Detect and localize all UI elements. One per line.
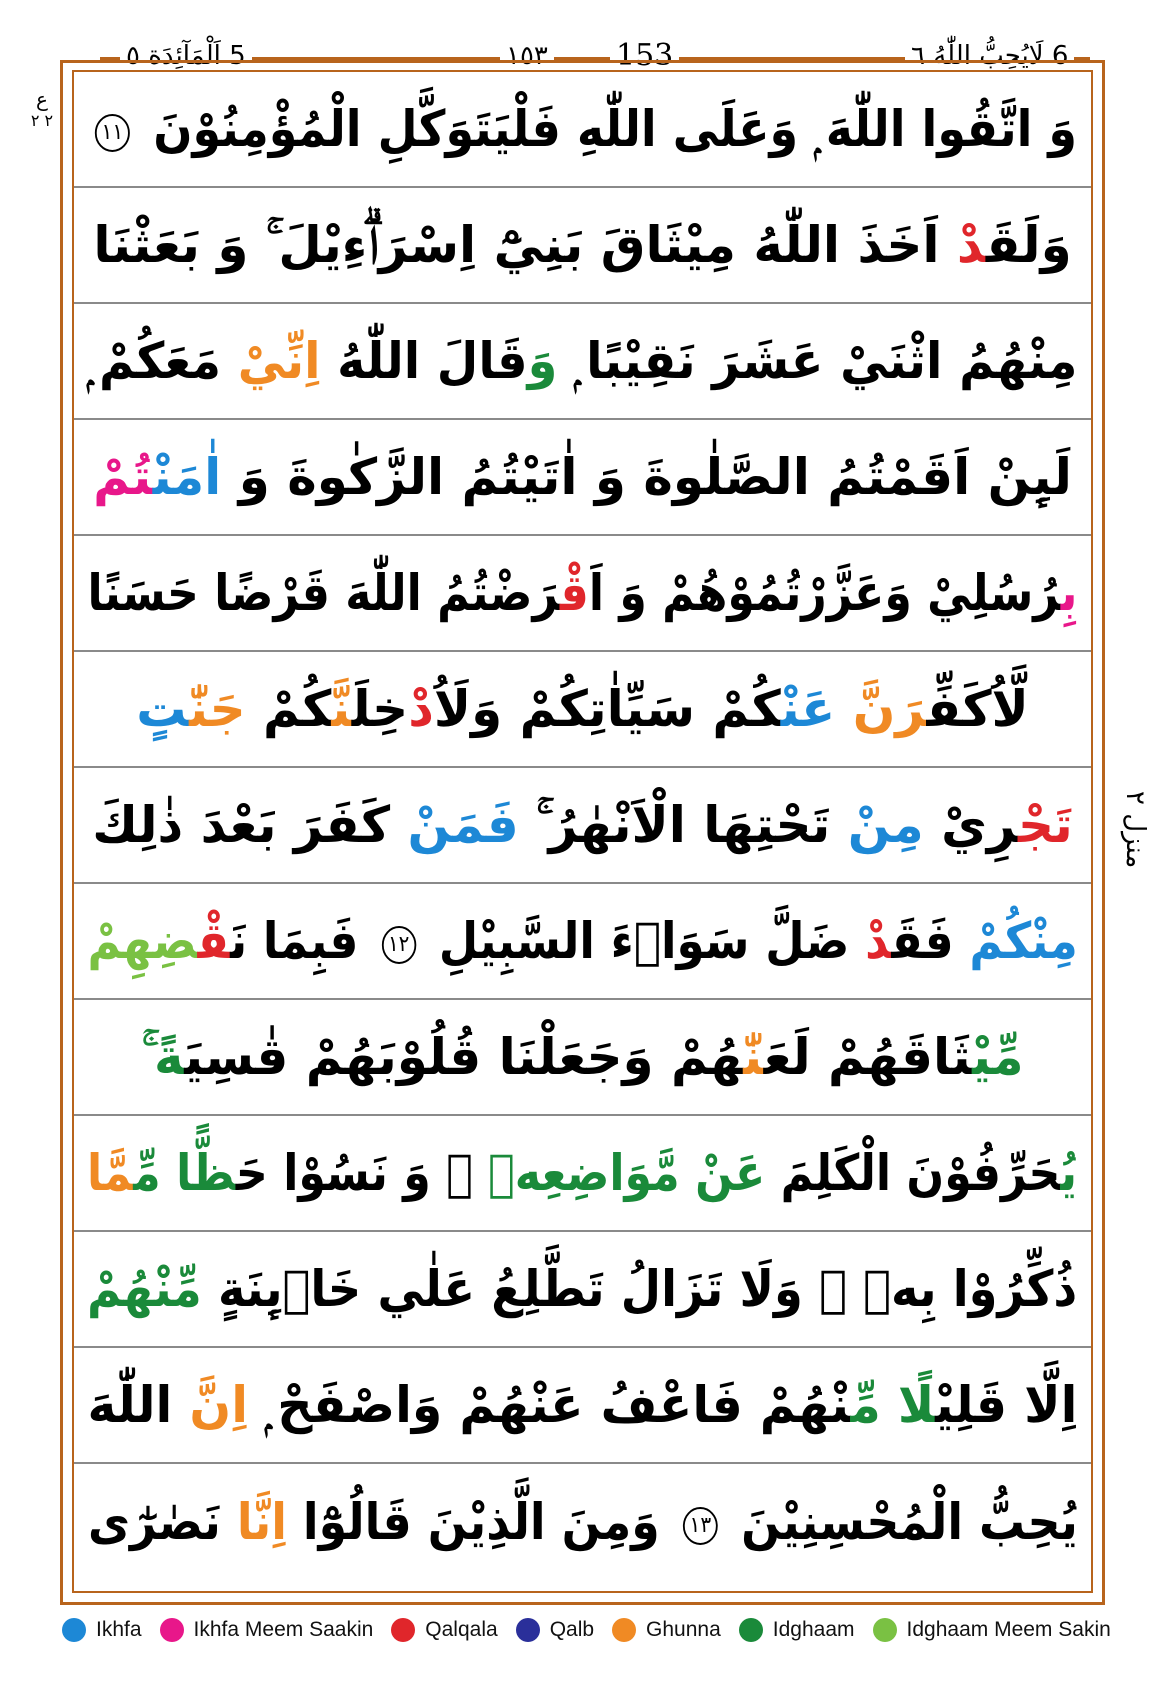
text-segment: نْهُمْ فَاعْفُ عَنْهُمْ وَاصْفَحْ ۭ [248, 1376, 851, 1434]
tajweed-idghaam-segment: ۭ وَ [527, 332, 575, 390]
legend-color-dot [62, 1618, 86, 1642]
text-segment: كَفَرَ بَعْدَ ذٰلِكَ [92, 796, 408, 854]
tajweed-ghunna-segment: نّٰ [743, 1028, 764, 1086]
legend-item [62, 1618, 142, 1642]
legend-label: Qalqala [425, 1618, 498, 1641]
legend-item [516, 1618, 594, 1642]
tajweed-ikhfa-segment: اٰمَنْ [152, 448, 222, 506]
juz-name: 6 لَايُحِبُّ اللّٰهُ ٦ [905, 38, 1074, 74]
legend-color-dot [612, 1618, 636, 1642]
tajweed-idghaam-segment: مَّوَاضِعِهٖ [488, 1144, 681, 1202]
quran-line-text [93, 215, 1071, 275]
legend-color-dot [516, 1618, 540, 1642]
quran-line [74, 188, 1091, 304]
tajweed-qalqala-segment: دْ [865, 912, 892, 970]
text-segment: لَىِٕنْ اَقَمْتُمُ الصَّلٰوةَ وَ اٰتَيْتُمُ الزَّكٰوةَ وَ [221, 448, 1072, 506]
page-number: 153 [610, 38, 679, 74]
tajweed-ghunna-segment: نَّ [331, 680, 352, 738]
ruku-marker [24, 88, 60, 158]
quran-line [74, 1116, 1091, 1232]
quran-line [74, 1000, 1091, 1116]
text-segment: رَضْتُمُ اللّٰهَ قَرْضًا حَسَنًا [87, 564, 560, 622]
text-segment: رُسُلِيْ وَعَزَّرْتُمُوْهُمْ وَ اَ [588, 564, 1061, 622]
text-segment [680, 1144, 695, 1202]
tajweed-qalqala-segment: دْ [956, 216, 986, 274]
manzil-marker: منزل ٢ [1120, 791, 1150, 869]
ayah-number-marker: ١٢ [381, 926, 415, 964]
text-segment: خِلَ [351, 680, 409, 738]
tajweed-idghaam-segment: لًا [897, 1376, 936, 1434]
legend-color-dot [739, 1618, 763, 1642]
quran-line-text [88, 1375, 1078, 1435]
text-segment: يُحِبُّ الْمُحْسِنِيْنَ [724, 1493, 1078, 1551]
quran-line-text [92, 795, 1073, 855]
ayah-number-marker: ١٣ [683, 1507, 718, 1545]
tajweed-ikhfa-meem-segment: بِ [1060, 564, 1078, 622]
tajweed-idghaam-segment: عَنْ [695, 1144, 766, 1202]
tajweed-ghunna-segment: جَنّٰ [189, 680, 246, 738]
quran-line-text [87, 1143, 1077, 1203]
legend-item [160, 1618, 374, 1642]
text-segment: فَبِمَا نَ [230, 912, 375, 970]
tajweed-ghunna-segment: رَنَّ [852, 680, 927, 738]
tajweed-ghunna-segment: اِنَّا [236, 1493, 287, 1551]
tajweed-ikhfa-segment: عَنْ [780, 680, 836, 738]
tajweed-qalqala-segment: قْ [559, 564, 589, 622]
quran-line [74, 768, 1091, 884]
legend-label: Idghaam Meem Sakin [906, 1618, 1111, 1641]
quran-line-text [87, 331, 1077, 391]
tajweed-qalqala-segment: تَجْ [1018, 796, 1073, 854]
tajweed-ikhfa-segment: تٍ [136, 680, 190, 738]
ruku-marker-numbers: ٢ ٢ [30, 111, 54, 130]
quran-line [74, 652, 1091, 768]
quran-line [74, 1464, 1091, 1580]
ayah-number-marker: ١١ [95, 114, 130, 152]
legend-label: Idghaam [772, 1618, 855, 1641]
quran-line [74, 304, 1091, 420]
legend-color-dot [391, 1618, 415, 1642]
text-segment: كُمْ [245, 680, 332, 738]
tajweed-idghaam-segment: يُ [1060, 1144, 1078, 1202]
text-segment [835, 680, 852, 738]
quran-line-text [141, 1027, 1023, 1087]
text-segment: ثَاقَهُمْ لَعَ [763, 1028, 973, 1086]
legend-color-dot [160, 1618, 184, 1642]
tajweed-qalqala-segment: قْ [197, 912, 231, 970]
quran-line-text [87, 911, 1077, 971]
legend-color-dot [873, 1618, 897, 1642]
quran-line-text [136, 679, 1029, 739]
quran-line [74, 884, 1091, 1000]
tajweed-idghaam-segment: ظًّا مِّ [133, 1144, 237, 1202]
quran-line-text [93, 447, 1072, 507]
text-segment: فَقَ [891, 912, 970, 970]
text-segment: اَخَذَ اللّٰهُ مِيْثَاقَ بَنِيْٓ اِسْرَاۗءِيْلَ ۚ وَ بَعَثْنَا [93, 216, 957, 274]
quran-line-text [88, 563, 1078, 623]
legend-item [391, 1618, 497, 1642]
tajweed-legend [62, 1610, 1111, 1650]
quran-line-text [87, 1259, 1077, 1319]
tajweed-ghunna-segment: اِنَّ [189, 1376, 249, 1434]
text-segment: نَصٰرٰٓى [87, 1493, 237, 1551]
quran-line-text [88, 1492, 1078, 1552]
quran-line-text [88, 99, 1078, 159]
text-segment: وَلَقَ [985, 216, 1072, 274]
legend-item [612, 1618, 721, 1642]
legend-label: Ghunna [646, 1618, 721, 1641]
tajweed-idghaam-meem-segment: ضِهِمْ [87, 912, 198, 970]
text-segment: وَمِنَ الَّذِيْنَ قَالُوْٓا [286, 1493, 676, 1551]
tajweed-ikhfa-segment: مِنْ [847, 796, 924, 854]
text-segment: حَرِّفُوْنَ الْكَلِمَ [765, 1144, 1061, 1202]
text-segment: اللّٰهَ [87, 1376, 190, 1434]
legend-label: Qalb [549, 1618, 595, 1641]
legend-label: Ikhfa [96, 1618, 142, 1641]
text-segment: كُمْ سَيِّاٰتِكُمْ وَلَاُ [433, 680, 781, 738]
text-segment: تَحْتِهَا الْاَنْهٰرُ ۚ [518, 796, 848, 854]
tajweed-ghunna-segment: مَّا [87, 1144, 134, 1202]
tajweed-ikhfa-segment: فَمَنْ [407, 796, 519, 854]
text-segment: اِلَّا قَلِيْ [935, 1376, 1078, 1434]
surah-name: 5 اَلْمَآئِدَة ٥ [120, 38, 252, 74]
text-segment [881, 1376, 898, 1434]
ruku-marker-symbol: ع [36, 87, 48, 111]
tajweed-qalqala-segment: دْ [408, 680, 434, 738]
tajweed-ikhfa-segment: مِنْكُمْ [969, 912, 1078, 970]
text-segment: وَ اتَّقُوا اللّٰهَ ۭ وَعَلَى اللّٰهِ فَلْيَتَوَكَّلِ الْمُؤْمِنُوْنَ [137, 100, 1078, 158]
text-segment: ۙ وَ نَسُوْا حَ [236, 1144, 489, 1202]
tajweed-idghaam-segment: ةً ۚ [141, 1028, 185, 1086]
tajweed-ikhfa-meem-segment: تُمْ [93, 448, 153, 506]
legend-label: Ikhfa Meem Saakin [193, 1618, 374, 1641]
tajweed-idghaam-segment: مِّنْهُمْ [87, 1260, 203, 1318]
legend-item [739, 1618, 855, 1642]
quran-line [74, 72, 1091, 188]
tajweed-ghunna-segment: اِنِّيْ [237, 332, 321, 390]
quran-text-block [74, 72, 1091, 1591]
tajweed-idghaam-segment: مِّيْ [972, 1028, 1024, 1086]
quran-line [74, 420, 1091, 536]
quran-line [74, 536, 1091, 652]
text-segment: قَالَ اللّٰهُ [320, 332, 528, 390]
text-segment: مِنْهُمُ اثْنَيْ عَشَرَ نَقِيْبًا [574, 332, 1078, 390]
text-segment: مَعَكُمْ ۭ [87, 332, 238, 390]
page-number-arabic: ١٥٣ [500, 38, 554, 74]
quran-line [74, 1232, 1091, 1348]
text-segment: رِيْ [923, 796, 1018, 854]
legend-item [873, 1618, 1111, 1642]
text-segment: ذُكِّرُوْا بِهٖ ۚ وَلَا تَزَالُ تَطَّلِعُ عَلٰي خَاۗىِٕنَةٍ [202, 1260, 1078, 1318]
text-segment: ضَلَّ سَوَاۗءَ السَّبِيْلِ [422, 912, 866, 970]
text-segment: هُمْ وَجَعَلْنَا قُلُوْبَهُمْ قٰسِيَ [184, 1028, 744, 1086]
quran-line [74, 1348, 1091, 1464]
tajweed-idghaam-segment: مِّ [850, 1376, 881, 1434]
text-segment: لَّاُكَفِّ [926, 680, 1029, 738]
